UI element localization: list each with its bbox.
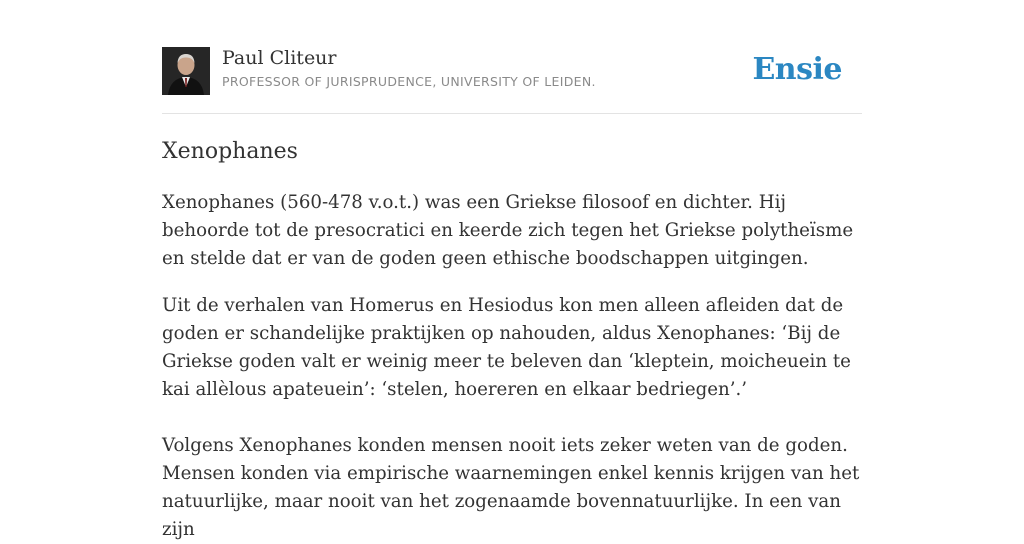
article-header xyxy=(162,46,862,96)
brand-logo[interactable]: Ensie xyxy=(752,52,842,87)
header-divider xyxy=(162,113,862,114)
article-body xyxy=(162,189,868,544)
article-paragraph: Uit de verhalen van Homerus en Hesiodus kon men alleen afleiden dat de goden er schandelijke praktijken op nahouden, aldus Xenophanes: ‘Bij de Griekse goden valt er weinig meer te beleven dan ‘kleptein, moicheuein te kai allèlous apateuein’: ‘stelen, hoereren en elkaar bedriegen’.’ xyxy=(162,295,851,400)
article-paragraph: Volgens Xenophanes konden mensen nooit iets zeker weten van de goden. Mensen konden via empirische waarnemingen enkel kennis krijgen van het natuurlijke, maar nooit van het zogenaamde bovennatuurlijke. In een van zijn xyxy=(162,435,860,540)
article-title: Xenophanes xyxy=(162,139,298,164)
author-title: PROFESSOR OF JURISPRUDENCE, UNIVERSITY OF LEIDEN. xyxy=(222,74,596,89)
author-avatar[interactable] xyxy=(162,47,210,95)
author-portrait-icon xyxy=(162,47,210,95)
article-paragraph: Xenophanes (560-478 v.o.t.) was een Griekse filosoof en dichter. Hij behoorde tot de presocratici en keerde zich tegen het Griekse polytheïsme en stelde dat er van de goden geen ethische boodschappen uitgingen. xyxy=(162,192,854,269)
author-name[interactable]: Paul Cliteur xyxy=(222,47,337,69)
